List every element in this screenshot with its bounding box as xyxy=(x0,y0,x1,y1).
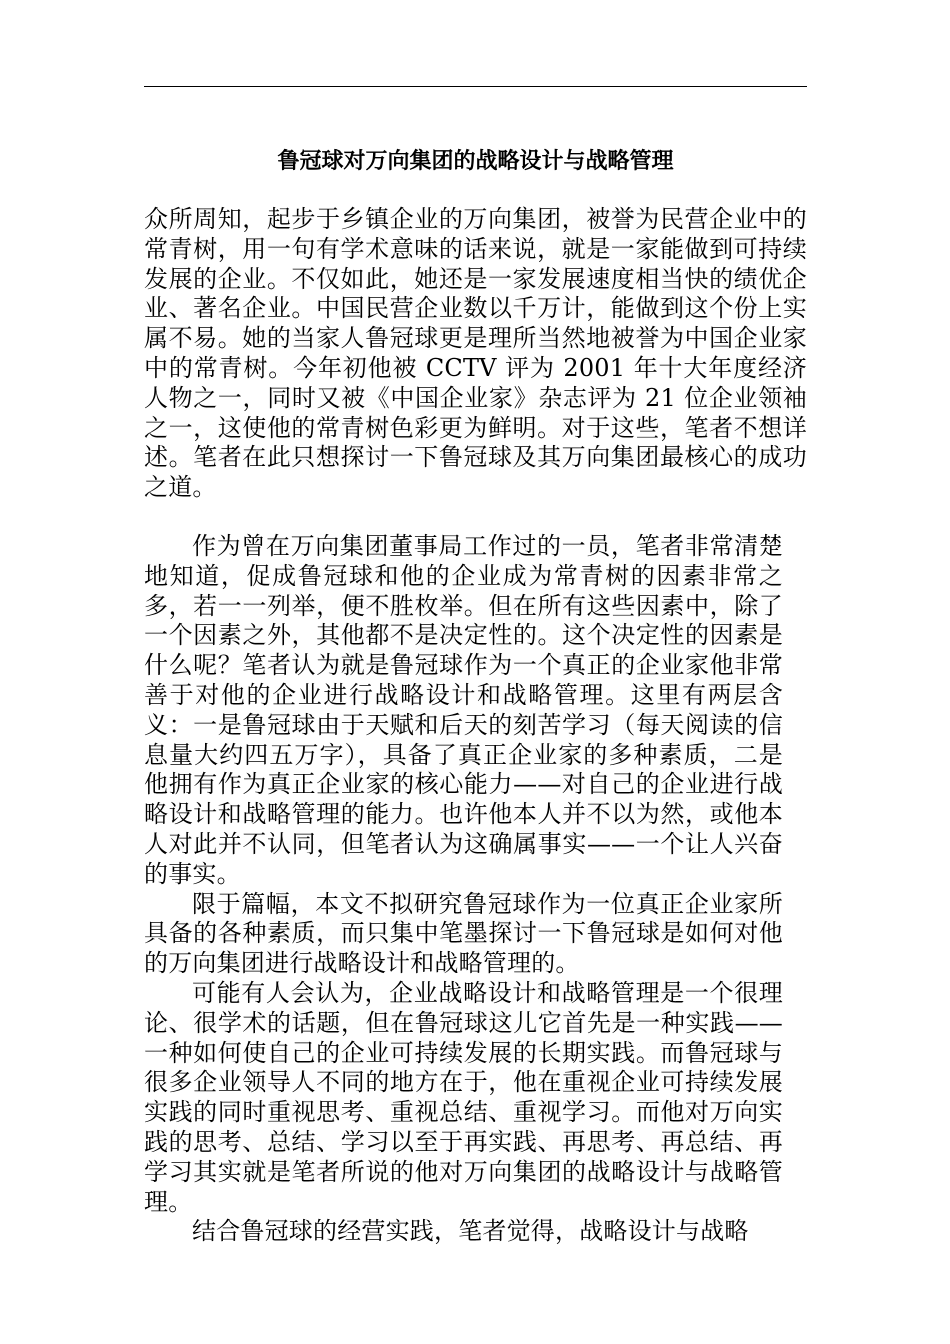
paragraph-2: 作为曾在万向集团董事局工作过的一员，笔者非常清楚地知道，促成鲁冠球和他的企业成为常青树的因素非常之多，若一一列举，便不胜枚举。但在所有这些因素中，除了一个因素之外，其他都不是决定性的。这个决定性的因素是什么呢？笔者认为就是鲁冠球作为一个真正的企业家他非常善于对他的企业进行战略设计和战略管理。这里有两层含义：一是鲁冠球由于天赋和后天的刻苦学习（每天阅读的信息量大约四五万字），具备了真正企业家的多种素质，二是他拥有作为真正企业家的核心能力——对自己的企业进行战略设计和战略管理的能力。也许他本人并不以为然，或他本人对此并不认同，但笔者认为这确属事实——一个让人兴奋的事实。 xyxy=(144,531,783,888)
document-body xyxy=(144,205,807,1247)
paragraph-3: 限于篇幅，本文不拟研究鲁冠球作为一位真正企业家所具备的各种素质，而只集中笔墨探讨一下鲁冠球是如何对他的万向集团进行战略设计和战略管理的。 xyxy=(144,889,783,978)
document-title: 鲁冠球对万向集团的战略设计与战略管理 xyxy=(277,149,674,174)
paragraph-5: 结合鲁冠球的经营实践，笔者觉得，战略设计与战略 xyxy=(192,1217,749,1246)
paragraph-1: 众所周知，起步于乡镇企业的万向集团，被誉为民营企业中的常青树，用一句有学术意味的话来说，就是一家能做到可持续发展的企业。不仅如此，她还是一家发展速度相当快的绩优企业、著名企业。中国民营企业数以千万计，能做到这个份上实属不易。她的当家人鲁冠球更是理所当然地被誉为中国企业家中的常青树。今年初他被 CCTV 评为 2001 年十大年度经济人物之一，同时又被《中国企业家》杂志评为 21 位企业领袖之一，这使他的常青树色彩更为鲜明。对于这些，笔者不想详述。笔者在此只想探讨一下鲁冠球及其万向集团最核心的成功之道。 xyxy=(144,205,807,502)
paragraph-4: 可能有人会认为，企业战略设计和战略管理是一个很理论、很学术的话题，但在鲁冠球这儿它首先是一种实践——一种如何使自己的企业可持续发展的长期实践。而鲁冠球与很多企业领导人不同的地方在于，他在重视企业可持续发展实践的同时重视思考、重视总结、重视学习。而他对万向实践的思考、总结、学习以至于再实践、再思考、再总结、再学习其实就是笔者所说的他对万向集团的战略设计与战略管理。 xyxy=(144,978,783,1216)
header-rule xyxy=(144,86,807,87)
